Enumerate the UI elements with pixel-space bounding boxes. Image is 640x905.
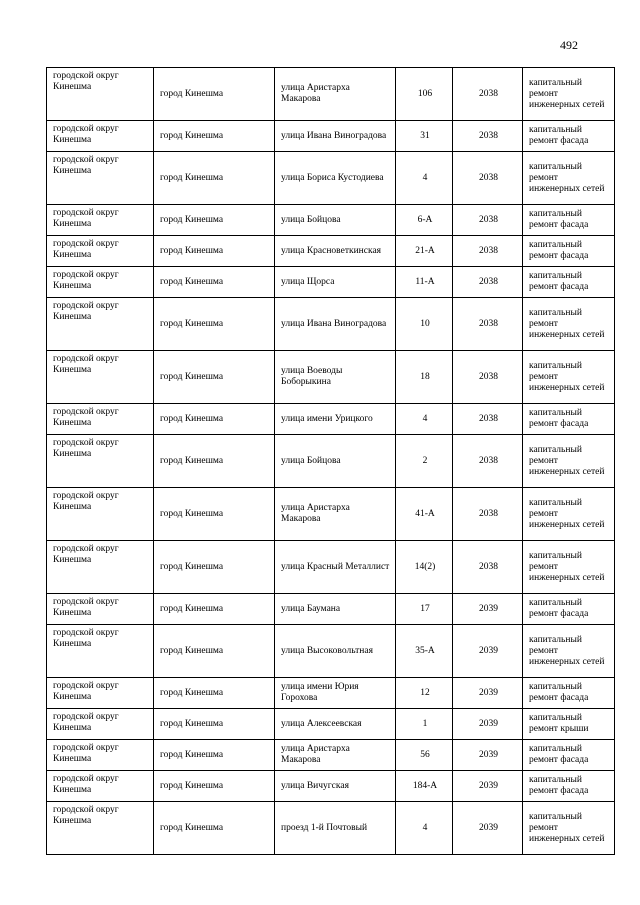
settlement-cell: город Кинешма — [154, 709, 275, 740]
work-type-cell: капитальный ремонт фасада — [523, 771, 615, 802]
settlement-cell: город Кинешма — [154, 68, 275, 121]
table-row — [47, 435, 615, 488]
district-cell: городской округ Кинешма — [47, 68, 154, 121]
work-type-cell: капитальный ремонт фасада — [523, 594, 615, 625]
work-type-cell: капитальный ремонт крыши — [523, 709, 615, 740]
settlement-cell: город Кинешма — [154, 121, 275, 152]
table-row — [47, 152, 615, 205]
district-cell: городской округ Кинешма — [47, 121, 154, 152]
repair-schedule-table — [46, 67, 615, 855]
work-type-cell: капитальный ремонт фасада — [523, 740, 615, 771]
work-type-cell: капитальный ремонт инженерных сетей — [523, 435, 615, 488]
house-number-cell: 2 — [396, 435, 453, 488]
settlement-cell: город Кинешма — [154, 488, 275, 541]
settlement-cell: город Кинешма — [154, 541, 275, 594]
house-number-cell: 4 — [396, 404, 453, 435]
table-row — [47, 740, 615, 771]
house-number-cell: 17 — [396, 594, 453, 625]
street-cell: улица Аристарха Макарова — [275, 740, 396, 771]
year-cell: 2039 — [453, 625, 523, 678]
house-number-cell: 18 — [396, 351, 453, 404]
street-cell: улица Вичугская — [275, 771, 396, 802]
street-cell: улица Высоковольтная — [275, 625, 396, 678]
district-cell: городской округ Кинешма — [47, 435, 154, 488]
table-row — [47, 121, 615, 152]
settlement-cell: город Кинешма — [154, 594, 275, 625]
district-cell: городской округ Кинешма — [47, 488, 154, 541]
street-cell: улица Бориса Кустодиева — [275, 152, 396, 205]
house-number-cell: 4 — [396, 802, 453, 855]
street-cell: улица Бойцова — [275, 205, 396, 236]
year-cell: 2039 — [453, 709, 523, 740]
house-number-cell: 11-А — [396, 267, 453, 298]
page-number: 492 — [560, 38, 578, 52]
table-row — [47, 205, 615, 236]
street-cell: улица Ивана Виноградова — [275, 298, 396, 351]
district-cell: городской округ Кинешма — [47, 152, 154, 205]
street-cell: улица имени Юрия Горохова — [275, 678, 396, 709]
table-row — [47, 68, 615, 121]
year-cell: 2038 — [453, 435, 523, 488]
street-cell: проезд 1-й Почтовый — [275, 802, 396, 855]
table-row — [47, 267, 615, 298]
settlement-cell: город Кинешма — [154, 236, 275, 267]
house-number-cell: 4 — [396, 152, 453, 205]
year-cell: 2038 — [453, 351, 523, 404]
settlement-cell: город Кинешма — [154, 404, 275, 435]
settlement-cell: город Кинешма — [154, 625, 275, 678]
street-cell: улица Воеводы Боборыкина — [275, 351, 396, 404]
house-number-cell: 1 — [396, 709, 453, 740]
table-row — [47, 541, 615, 594]
year-cell: 2038 — [453, 488, 523, 541]
house-number-cell: 6-А — [396, 205, 453, 236]
district-cell: городской округ Кинешма — [47, 404, 154, 435]
year-cell: 2039 — [453, 802, 523, 855]
year-cell: 2039 — [453, 771, 523, 802]
year-cell: 2038 — [453, 541, 523, 594]
street-cell: улица Красный Металлист — [275, 541, 396, 594]
house-number-cell: 31 — [396, 121, 453, 152]
house-number-cell: 21-А — [396, 236, 453, 267]
house-number-cell: 106 — [396, 68, 453, 121]
district-cell: городской округ Кинешма — [47, 541, 154, 594]
work-type-cell: капитальный ремонт инженерных сетей — [523, 68, 615, 121]
year-cell: 2038 — [453, 236, 523, 267]
settlement-cell: город Кинешма — [154, 267, 275, 298]
district-cell: городской округ Кинешма — [47, 709, 154, 740]
street-cell: улица Аристарха Макарова — [275, 68, 396, 121]
house-number-cell: 184-А — [396, 771, 453, 802]
district-cell: городской округ Кинешма — [47, 351, 154, 404]
work-type-cell: капитальный ремонт инженерных сетей — [523, 625, 615, 678]
table-row — [47, 404, 615, 435]
work-type-cell: капитальный ремонт инженерных сетей — [523, 802, 615, 855]
year-cell: 2038 — [453, 404, 523, 435]
work-type-cell: капитальный ремонт фасада — [523, 121, 615, 152]
year-cell: 2039 — [453, 678, 523, 709]
district-cell: городской округ Кинешма — [47, 594, 154, 625]
work-type-cell: капитальный ремонт фасада — [523, 404, 615, 435]
settlement-cell: город Кинешма — [154, 351, 275, 404]
year-cell: 2039 — [453, 594, 523, 625]
street-cell: улица Ивана Виноградова — [275, 121, 396, 152]
settlement-cell: город Кинешма — [154, 152, 275, 205]
table-row — [47, 625, 615, 678]
house-number-cell: 14(2) — [396, 541, 453, 594]
work-type-cell: капитальный ремонт инженерных сетей — [523, 298, 615, 351]
work-type-cell: капитальный ремонт фасада — [523, 267, 615, 298]
settlement-cell: город Кинешма — [154, 802, 275, 855]
table-row — [47, 771, 615, 802]
street-cell: улица Баумана — [275, 594, 396, 625]
house-number-cell: 10 — [396, 298, 453, 351]
table-row — [47, 678, 615, 709]
street-cell: улица Бойцова — [275, 435, 396, 488]
house-number-cell: 35-А — [396, 625, 453, 678]
settlement-cell: город Кинешма — [154, 435, 275, 488]
settlement-cell: город Кинешма — [154, 740, 275, 771]
district-cell: городской округ Кинешма — [47, 625, 154, 678]
year-cell: 2039 — [453, 740, 523, 771]
district-cell: городской округ Кинешма — [47, 740, 154, 771]
table-row — [47, 594, 615, 625]
table-row — [47, 298, 615, 351]
street-cell: улица Аристарха Макарова — [275, 488, 396, 541]
year-cell: 2038 — [453, 121, 523, 152]
district-cell: городской округ Кинешма — [47, 678, 154, 709]
table-row — [47, 802, 615, 855]
table-row — [47, 236, 615, 267]
table-row — [47, 488, 615, 541]
work-type-cell: капитальный ремонт фасада — [523, 678, 615, 709]
street-cell: улица Щорса — [275, 267, 396, 298]
year-cell: 2038 — [453, 298, 523, 351]
district-cell: городской округ Кинешма — [47, 771, 154, 802]
street-cell: улица Алексеевская — [275, 709, 396, 740]
work-type-cell: капитальный ремонт инженерных сетей — [523, 541, 615, 594]
work-type-cell: капитальный ремонт инженерных сетей — [523, 152, 615, 205]
table-row — [47, 351, 615, 404]
house-number-cell: 41-А — [396, 488, 453, 541]
year-cell: 2038 — [453, 205, 523, 236]
year-cell: 2038 — [453, 267, 523, 298]
year-cell: 2038 — [453, 68, 523, 121]
street-cell: улица имени Урицкого — [275, 404, 396, 435]
settlement-cell: город Кинешма — [154, 298, 275, 351]
house-number-cell: 12 — [396, 678, 453, 709]
district-cell: городской округ Кинешма — [47, 267, 154, 298]
work-type-cell: капитальный ремонт инженерных сетей — [523, 351, 615, 404]
house-number-cell: 56 — [396, 740, 453, 771]
settlement-cell: город Кинешма — [154, 205, 275, 236]
work-type-cell: капитальный ремонт фасада — [523, 236, 615, 267]
street-cell: улица Красноветкинская — [275, 236, 396, 267]
district-cell: городской округ Кинешма — [47, 205, 154, 236]
district-cell: городской округ Кинешма — [47, 236, 154, 267]
district-cell: городской округ Кинешма — [47, 298, 154, 351]
district-cell: городской округ Кинешма — [47, 802, 154, 855]
settlement-cell: город Кинешма — [154, 678, 275, 709]
year-cell: 2038 — [453, 152, 523, 205]
work-type-cell: капитальный ремонт инженерных сетей — [523, 488, 615, 541]
settlement-cell: город Кинешма — [154, 771, 275, 802]
table-row — [47, 709, 615, 740]
work-type-cell: капитальный ремонт фасада — [523, 205, 615, 236]
